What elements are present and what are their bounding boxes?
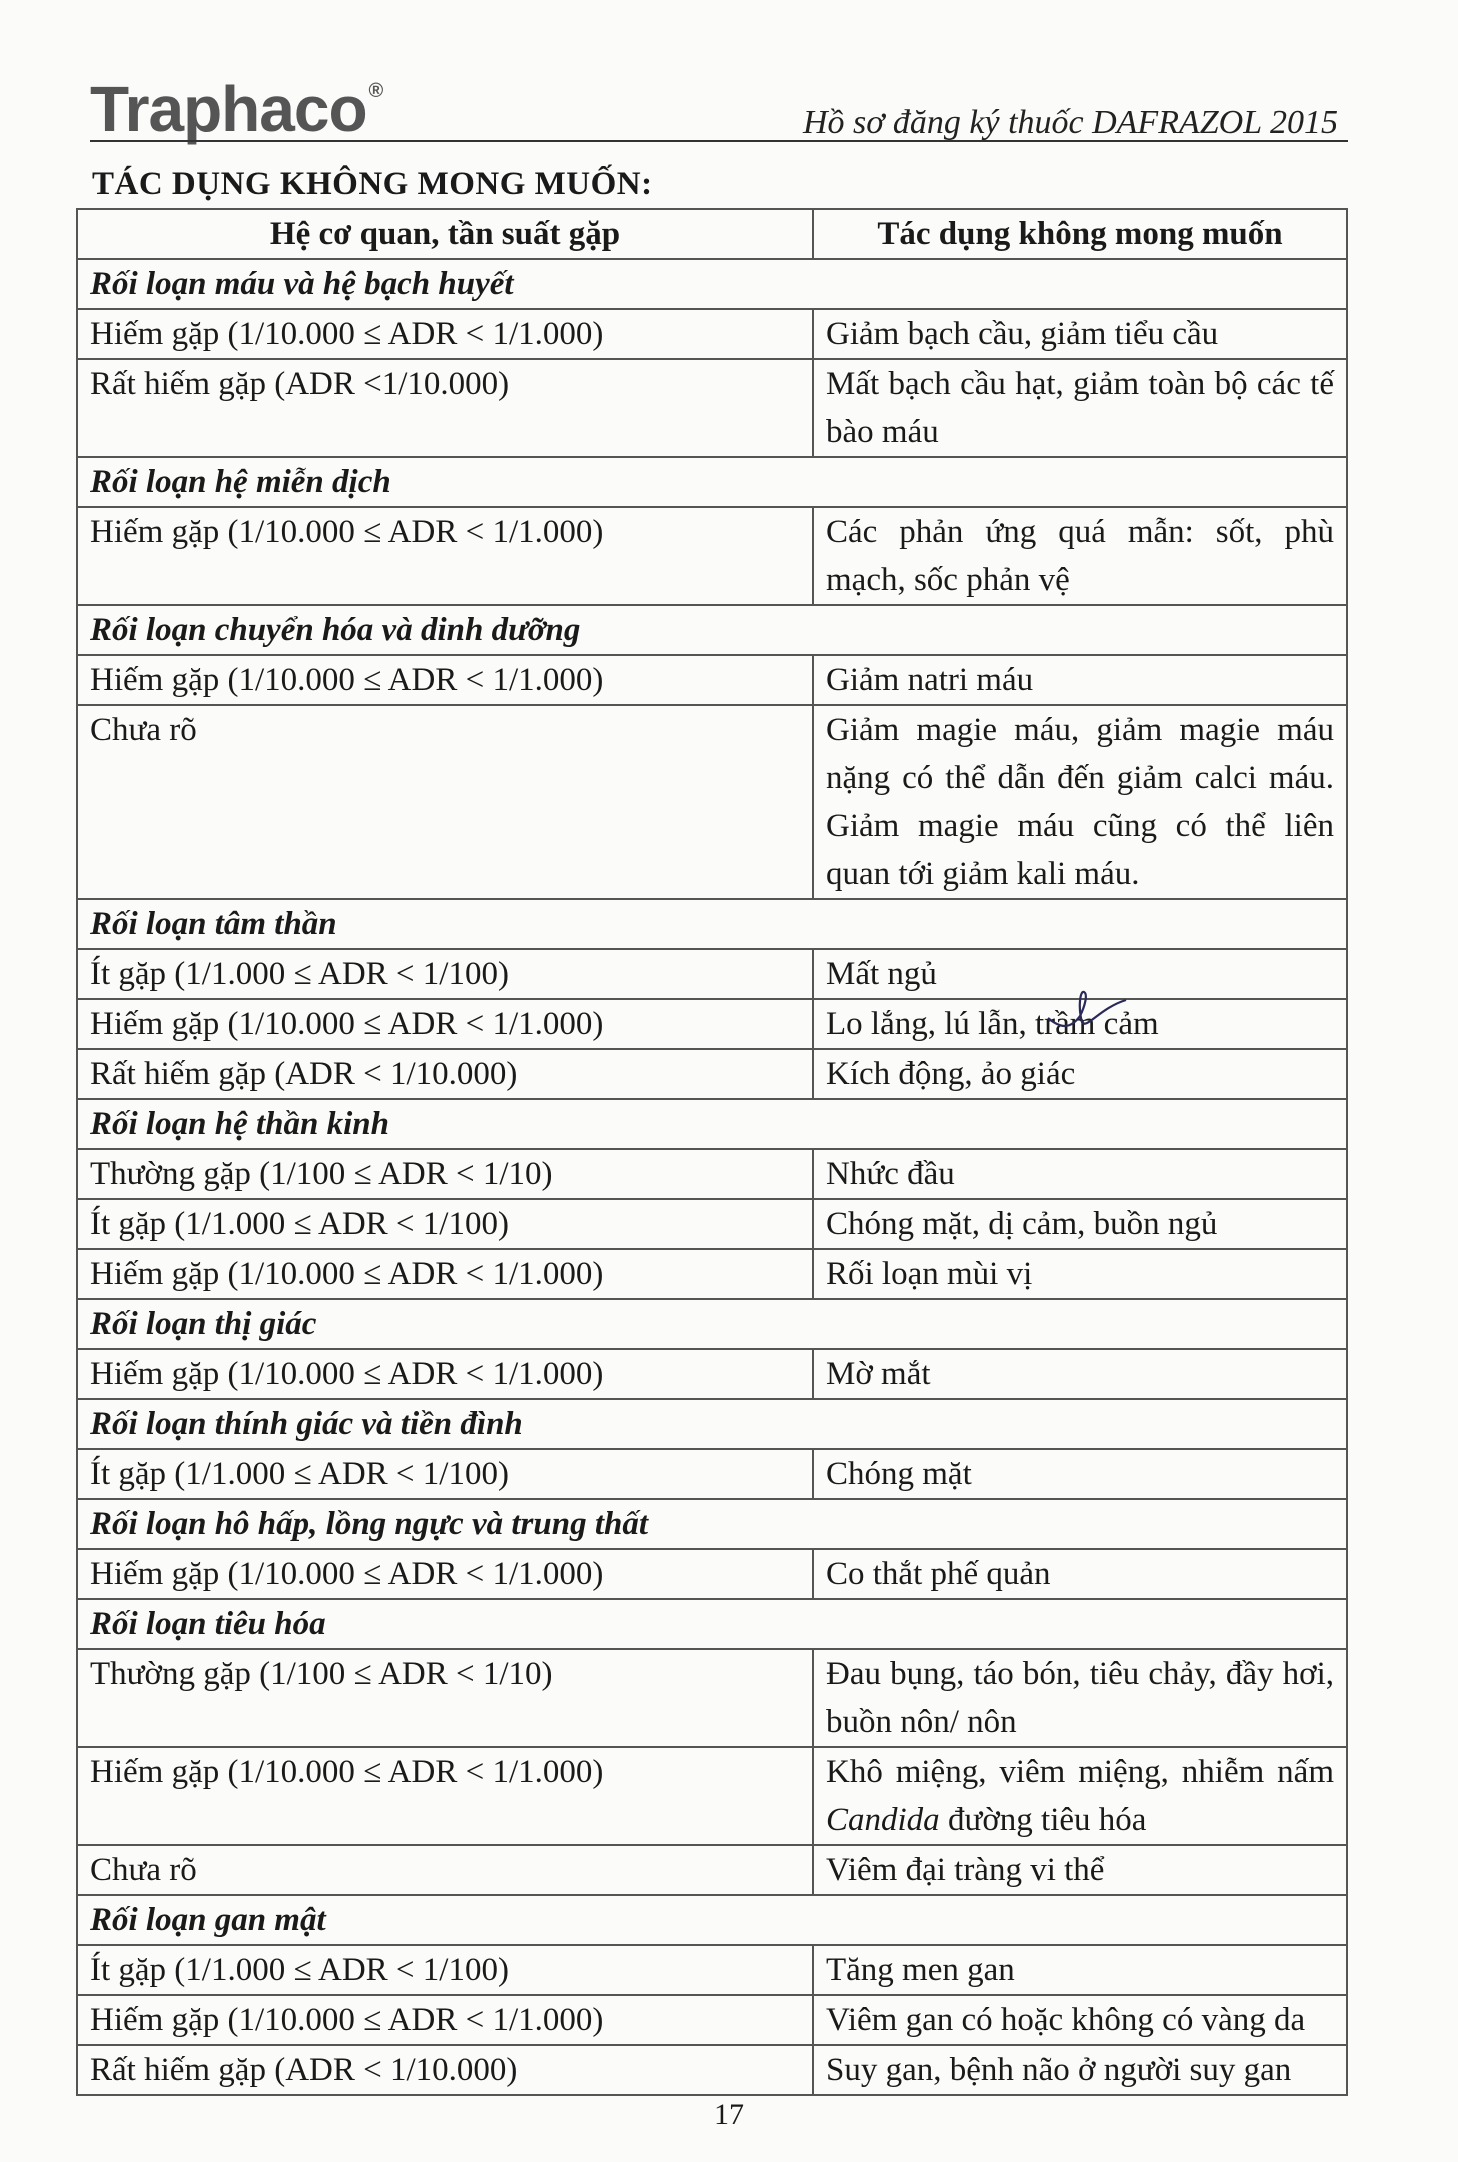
- table-row: [77, 1845, 1347, 1895]
- system-category-row: [77, 1099, 1347, 1149]
- logo-text: Traphaco: [90, 73, 367, 145]
- frequency-cell: Ít gặp (1/1.000 ≤ ADR < 1/100): [77, 1945, 813, 1995]
- system-category-row: [77, 605, 1347, 655]
- frequency-cell: Thường gặp (1/100 ≤ ADR < 1/10): [77, 1649, 813, 1747]
- table-row: [77, 705, 1347, 899]
- effect-cell: Tăng men gan: [813, 1945, 1347, 1995]
- effect-cell: Nhức đầu: [813, 1149, 1347, 1199]
- system-category-label: Rối loạn tâm thần: [77, 899, 1347, 949]
- frequency-cell: Ít gặp (1/1.000 ≤ ADR < 1/100): [77, 949, 813, 999]
- effect-cell: Chóng mặt, dị cảm, buồn ngủ: [813, 1199, 1347, 1249]
- handwritten-initial-mark: [1040, 988, 1130, 1038]
- frequency-cell: Hiếm gặp (1/10.000 ≤ ADR < 1/1.000): [77, 1549, 813, 1599]
- frequency-cell: Hiếm gặp (1/10.000 ≤ ADR < 1/1.000): [77, 1747, 813, 1845]
- effect-cell: Mờ mắt: [813, 1349, 1347, 1399]
- effect-cell: Đau bụng, táo bón, tiêu chảy, đầy hơi, buồn nôn/ nôn: [813, 1649, 1347, 1747]
- frequency-cell: Chưa rõ: [77, 705, 813, 899]
- frequency-cell: Chưa rõ: [77, 1845, 813, 1895]
- effect-cell: Mất bạch cầu hạt, giảm toàn bộ các tế bào máu: [813, 359, 1347, 457]
- column-header-system: Hệ cơ quan, tần suất gặp: [77, 209, 813, 259]
- effect-cell: Rối loạn mùi vị: [813, 1249, 1347, 1299]
- table-row: [77, 1349, 1347, 1399]
- effect-cell: Kích động, ảo giác: [813, 1049, 1347, 1099]
- table-row: [77, 1249, 1347, 1299]
- effect-cell: Viêm gan có hoặc không có vàng da: [813, 1995, 1347, 2045]
- italic-term: Candida: [826, 1802, 940, 1838]
- registered-mark: ®: [368, 80, 383, 102]
- frequency-cell: Rất hiếm gặp (ADR < 1/10.000): [77, 1049, 813, 1099]
- table-row: [77, 1945, 1347, 1995]
- table-row: [77, 1199, 1347, 1249]
- effect-cell: Các phản ứng quá mẫn: sốt, phù mạch, sốc phản vệ: [813, 507, 1347, 605]
- effect-cell: Giảm magie máu, giảm magie máu nặng có thể dẫn đến giảm calci máu. Giảm magie máu cũng có thể liên quan tới giảm kali máu.: [813, 705, 1347, 899]
- system-category-row: [77, 457, 1347, 507]
- frequency-cell: Hiếm gặp (1/10.000 ≤ ADR < 1/1.000): [77, 309, 813, 359]
- table-row: [77, 507, 1347, 605]
- company-logo: [90, 72, 382, 146]
- effect-cell: Chóng mặt: [813, 1449, 1347, 1499]
- frequency-cell: Hiếm gặp (1/10.000 ≤ ADR < 1/1.000): [77, 999, 813, 1049]
- table-row: [77, 2045, 1347, 2095]
- effect-cell: Suy gan, bệnh não ở người suy gan: [813, 2045, 1347, 2095]
- frequency-cell: Rất hiếm gặp (ADR < 1/10.000): [77, 2045, 813, 2095]
- effect-cell: Giảm natri máu: [813, 655, 1347, 705]
- column-header-effect: Tác dụng không mong muốn: [813, 209, 1347, 259]
- section-title: TÁC DỤNG KHÔNG MONG MUỐN:: [92, 166, 653, 202]
- table-row: [77, 1995, 1347, 2045]
- system-category-row: [77, 899, 1347, 949]
- frequency-cell: Hiếm gặp (1/10.000 ≤ ADR < 1/1.000): [77, 1995, 813, 2045]
- table-row: [77, 999, 1347, 1049]
- table-row: [77, 359, 1347, 457]
- frequency-cell: Rất hiếm gặp (ADR <1/10.000): [77, 359, 813, 457]
- system-category-label: Rối loạn hô hấp, lồng ngực và trung thất: [77, 1499, 1347, 1549]
- system-category-label: Rối loạn gan mật: [77, 1895, 1347, 1945]
- table-row: [77, 655, 1347, 705]
- frequency-cell: Hiếm gặp (1/10.000 ≤ ADR < 1/1.000): [77, 1249, 813, 1299]
- system-category-row: [77, 259, 1347, 309]
- frequency-cell: Ít gặp (1/1.000 ≤ ADR < 1/100): [77, 1449, 813, 1499]
- page-number: 17: [714, 2098, 744, 2131]
- table-row: [77, 1049, 1347, 1099]
- table-row: [77, 1449, 1347, 1499]
- table-row: [77, 1747, 1347, 1845]
- system-category-label: Rối loạn chuyển hóa và dinh dưỡng: [77, 605, 1347, 655]
- frequency-cell: Hiếm gặp (1/10.000 ≤ ADR < 1/1.000): [77, 507, 813, 605]
- document-title: Hồ sơ đăng ký thuốc DAFRAZOL 2015: [802, 104, 1338, 141]
- adverse-effects-table: [76, 208, 1348, 2096]
- frequency-cell: Thường gặp (1/100 ≤ ADR < 1/10): [77, 1149, 813, 1199]
- effect-cell: Khô miệng, viêm miệng, nhiễm nấm Candida đường tiêu hóa: [813, 1747, 1347, 1845]
- effect-cell: Lo lắng, lú lẫn, trầm cảm: [813, 999, 1347, 1049]
- system-category-row: [77, 1499, 1347, 1549]
- frequency-cell: Hiếm gặp (1/10.000 ≤ ADR < 1/1.000): [77, 655, 813, 705]
- frequency-cell: Hiếm gặp (1/10.000 ≤ ADR < 1/1.000): [77, 1349, 813, 1399]
- table-row: [77, 1649, 1347, 1747]
- system-category-label: Rối loạn tiêu hóa: [77, 1599, 1347, 1649]
- system-category-label: Rối loạn thị giác: [77, 1299, 1347, 1349]
- effect-cell: Giảm bạch cầu, giảm tiểu cầu: [813, 309, 1347, 359]
- table-body: [77, 259, 1347, 2095]
- system-category-label: Rối loạn thính giác và tiền đình: [77, 1399, 1347, 1449]
- table-row: [77, 1149, 1347, 1199]
- system-category-row: [77, 1299, 1347, 1349]
- table-row: [77, 949, 1347, 999]
- table-row: [77, 1549, 1347, 1599]
- system-category-label: Rối loạn hệ thần kinh: [77, 1099, 1347, 1149]
- effect-cell: Co thắt phế quản: [813, 1549, 1347, 1599]
- effect-cell: Viêm đại tràng vi thể: [813, 1845, 1347, 1895]
- system-category-row: [77, 1599, 1347, 1649]
- system-category-row: [77, 1895, 1347, 1945]
- system-category-row: [77, 1399, 1347, 1449]
- table-row: [77, 309, 1347, 359]
- frequency-cell: Ít gặp (1/1.000 ≤ ADR < 1/100): [77, 1199, 813, 1249]
- table-header-row: [77, 209, 1347, 259]
- system-category-label: Rối loạn hệ miễn dịch: [77, 457, 1347, 507]
- system-category-label: Rối loạn máu và hệ bạch huyết: [77, 259, 1347, 309]
- header-divider: [90, 140, 1348, 142]
- effect-cell: Mất ngủ: [813, 949, 1347, 999]
